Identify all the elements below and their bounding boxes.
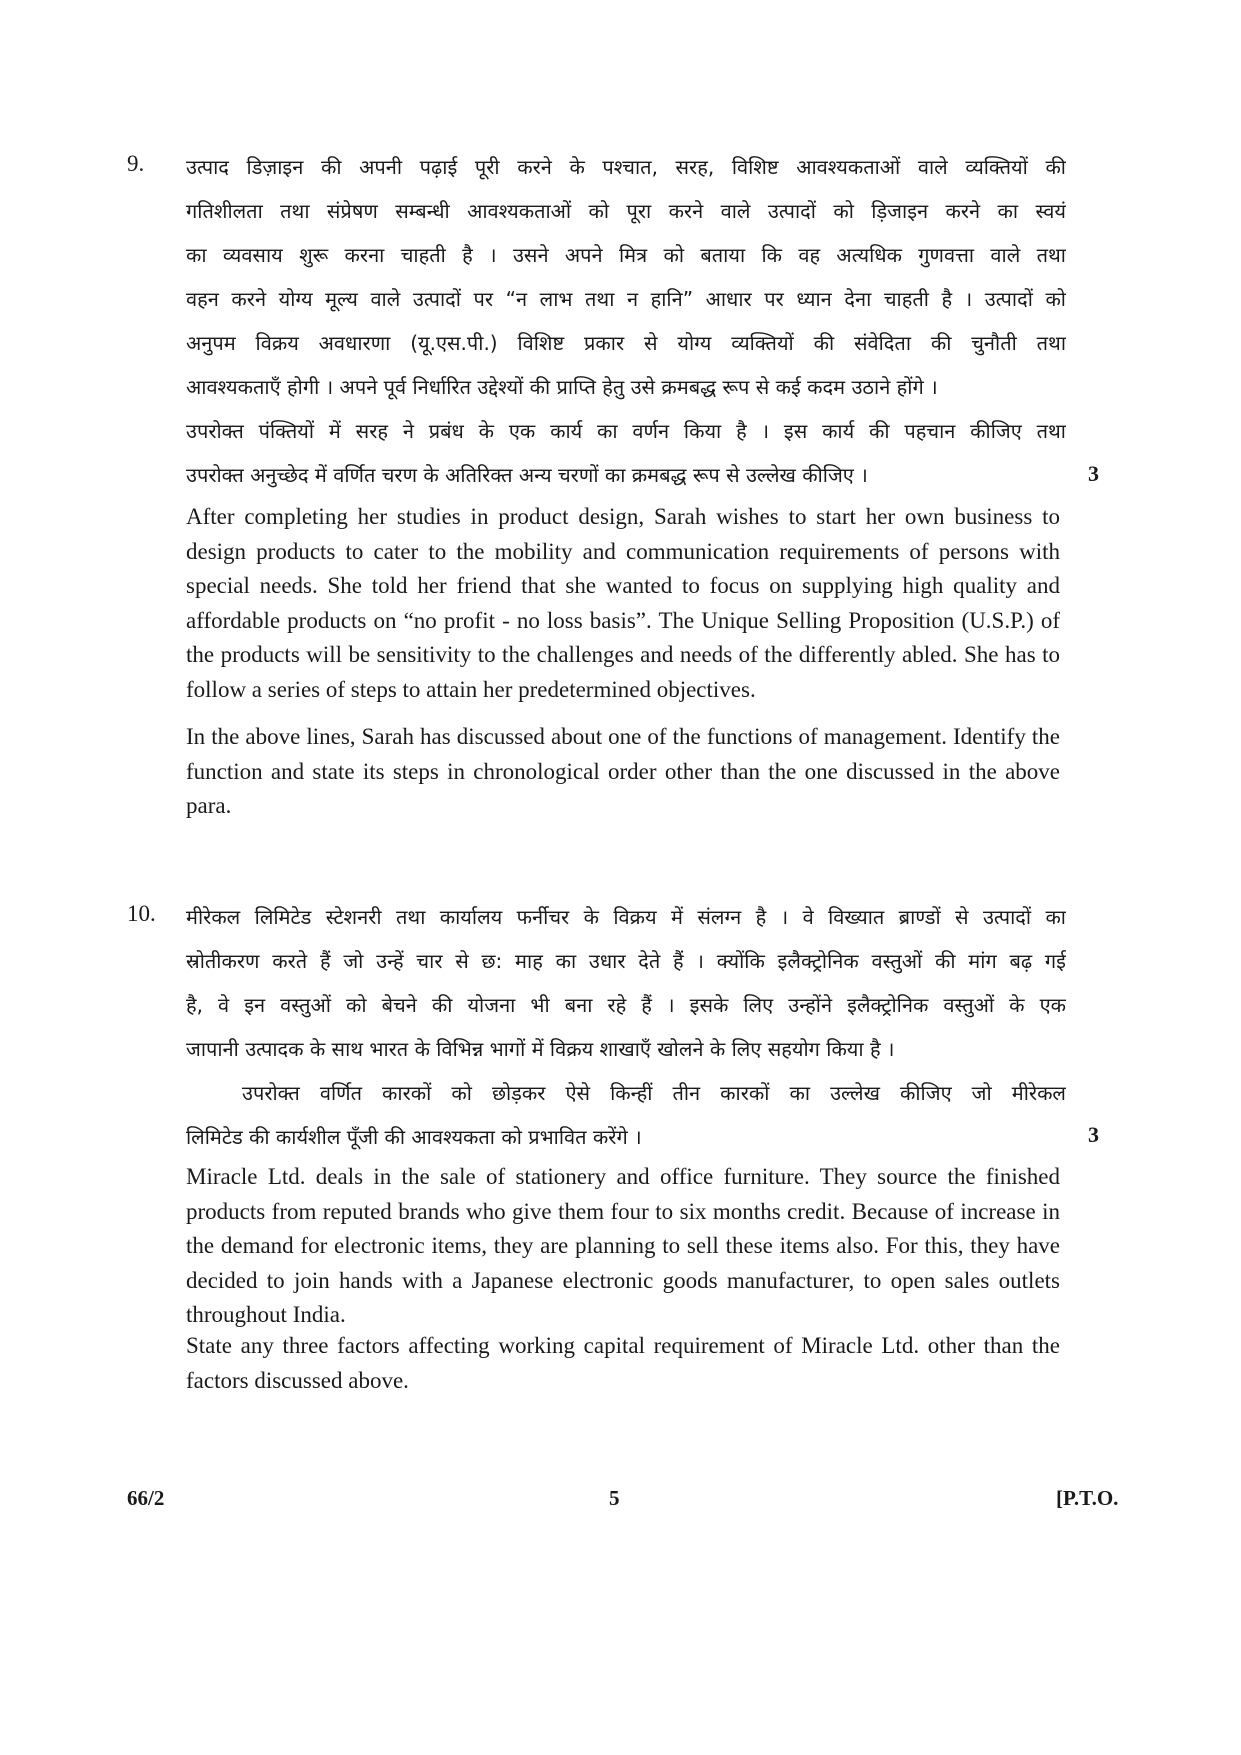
paper-code: 66/2 [127, 1486, 165, 1510]
hindi-line: गतिशीलता तथा संप्रेषण सम्बन्धी आवश्यकताओं को पूरा करने वाले उत्पादों को ड़िजाइन करने का स्वयं [186, 199, 1066, 223]
hindi-line: अनुपम विक्रय अवधारणा (यू.एस.पी.) विशिष्ट प्रकार से योग्य व्यक्तियों की संवेदिता की चुनौती तथा [186, 331, 1066, 355]
question-hindi-text [186, 895, 1066, 1159]
hindi-line: उपरोक्त पंक्तियों में सरह ने प्रबंध के एक कार्य का वर्णन किया है । इस कार्य की पहचान कीजिए तथा [186, 419, 1066, 443]
hindi-line: आवश्यकताएँ होगी । अपने पूर्व निर्धारित उद्देश्यों की प्राप्ति हेतु उसे क्रमबद्ध रूप से कई कदम उठाने होंगे । [186, 375, 938, 399]
hindi-line: उपरोक्त वर्णित कारकों को छोड़कर ऐसे किन्हीं तीन कारकों का उल्लेख कीजिए जो मीरेकल [242, 1081, 1066, 1105]
question-number: 10. [127, 901, 156, 926]
question-marks: 3 [1088, 461, 1099, 486]
hindi-line: उत्पाद डिज़ाइन की अपनी पढ़ाई पूरी करने के पश्चात, सरह, विशिष्ट आवश्यकताओं वाले व्यक्तियों की [186, 155, 1066, 179]
hindi-line: वहन करने योग्य मूल्य वाले उत्पादों पर “न लाभ तथा न हानि” आधार पर ध्यान देना चाहती है । उत्पादों को [186, 287, 1066, 311]
hindi-line: जापानी उत्पादक के साथ भारत के विभिन्न भागों में विक्रय शाखाएँ खोलने के लिए सहयोग किया है । [186, 1037, 895, 1061]
please-turn-over: [P.T.O. [1056, 1486, 1119, 1510]
hindi-line: स्रोतीकरण करते हैं जो उन्हें चार से छ: माह का उधार देते हैं । क्योंकि इलैक्ट्रोनिक वस्तुओं की मांग बढ़ गई [186, 949, 1066, 973]
question-english-instruction: State any three factors affecting working capital requirement of Miracle Ltd. other than the factors discussed above. [186, 1333, 1060, 1393]
hindi-line: है, वे इन वस्तुओं को बेचने की योजना भी बना रहे हैं । इसके लिए उन्होंने इलैक्ट्रोनिक वस्तुओं के एक [186, 993, 1066, 1017]
question-marks: 3 [1088, 1122, 1099, 1147]
hindi-line: लिमिटेड की कार्यशील पूँजी की आवश्यकता को प्रभावित करेंगे । [186, 1125, 642, 1149]
question-number: 9. [127, 151, 145, 176]
question-english-instruction: In the above lines, Sarah has discussed about one of the functions of management. Identify the function and state its steps in chronological order other than the one discussed in the above para. [186, 724, 1060, 818]
page-number: 5 [609, 1486, 620, 1510]
question-english-text: Miracle Ltd. deals in the sale of stationery and office furniture. They source the finished products from reputed brands who give them four to six months credit. Because of increase in the demand for electronic items, they are planning to sell these items also. For this, they have decided to join hands with a Japanese electronic goods manufacturer, to open sales outlets throughout India. [186, 1164, 1060, 1327]
question-hindi-text [186, 145, 1066, 497]
hindi-line: का व्यवसाय शुरू करना चाहती है । उसने अपने मित्र को बताया कि वह अत्यधिक गुणवत्ता वाले तथा [186, 243, 1066, 267]
hindi-line: उपरोक्त अनुच्छेद में वर्णित चरण के अतिरिक्त अन्य चरणों का क्रमबद्ध रूप से उल्लेख कीजिए । [186, 463, 868, 487]
question-english-text: After completing her studies in product design, Sarah wishes to start her own business to design products to cater to the mobility and communication requirements of persons with special needs. She told her friend that she wanted to focus on supplying high quality and affordable products on “no profit - no loss basis”. The Unique Selling Proposition (U.S.P.) of the products will be sensitivity to the challenges and needs of the differently abled. She has to follow a series of steps to attain her predetermined objectives. [186, 504, 1060, 702]
hindi-line: मीरेकल लिमिटेड स्टेशनरी तथा कार्यालय फर्नीचर के विक्रय में संलग्न है । वे विख्यात ब्राण्डों से उत्पादों का [186, 905, 1066, 929]
